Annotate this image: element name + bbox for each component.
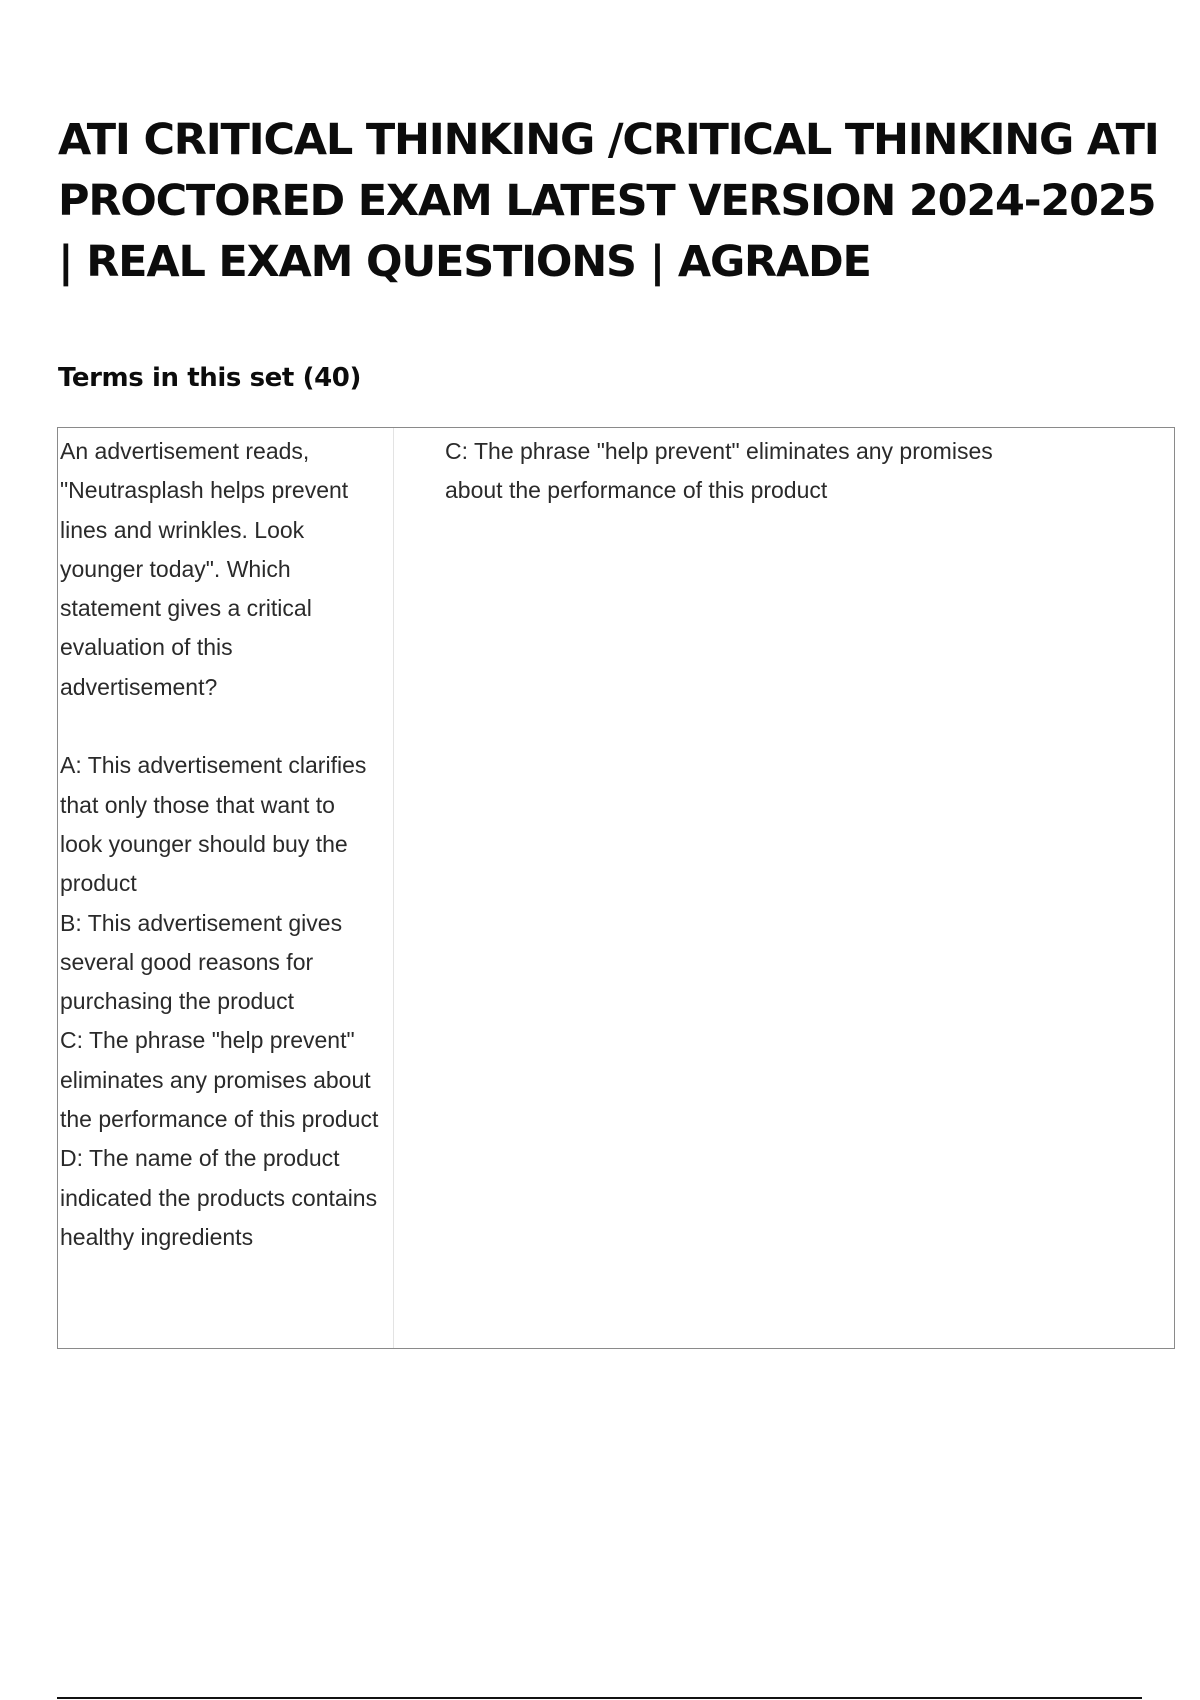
term-cell: [58, 428, 394, 1348]
document-title: ATI CRITICAL THINKING /CRITICAL THINKING ATI PROCTORED EXAM LATEST VERSION 2024-2025 | REAL EXAM QUESTIONS | AGRADE: [58, 115, 1159, 287]
terms-table: [57, 427, 1175, 1349]
footer-divider: [57, 1697, 1142, 1699]
definition-cell: [394, 428, 1174, 1348]
terms-count-heading: Terms in this set (40): [58, 363, 361, 393]
term-answer-text: C: The phrase "help prevent" eliminates any promises about the performance of this product: [445, 438, 993, 504]
term-question-text: An advertisement reads, "Neutrasplash helps prevent lines and wrinkles. Look younger today". Which statement gives a critical evaluation of this advertisement? A: This advertisement clarifies that only those that want to look younger should buy the product B: This advertisement gives several good reasons for purchasing the product C: The phrase "help prevent" eliminates any promises about the performance of this product D: The name of the product indicated the products contains healthy ingredients: [60, 438, 379, 1250]
